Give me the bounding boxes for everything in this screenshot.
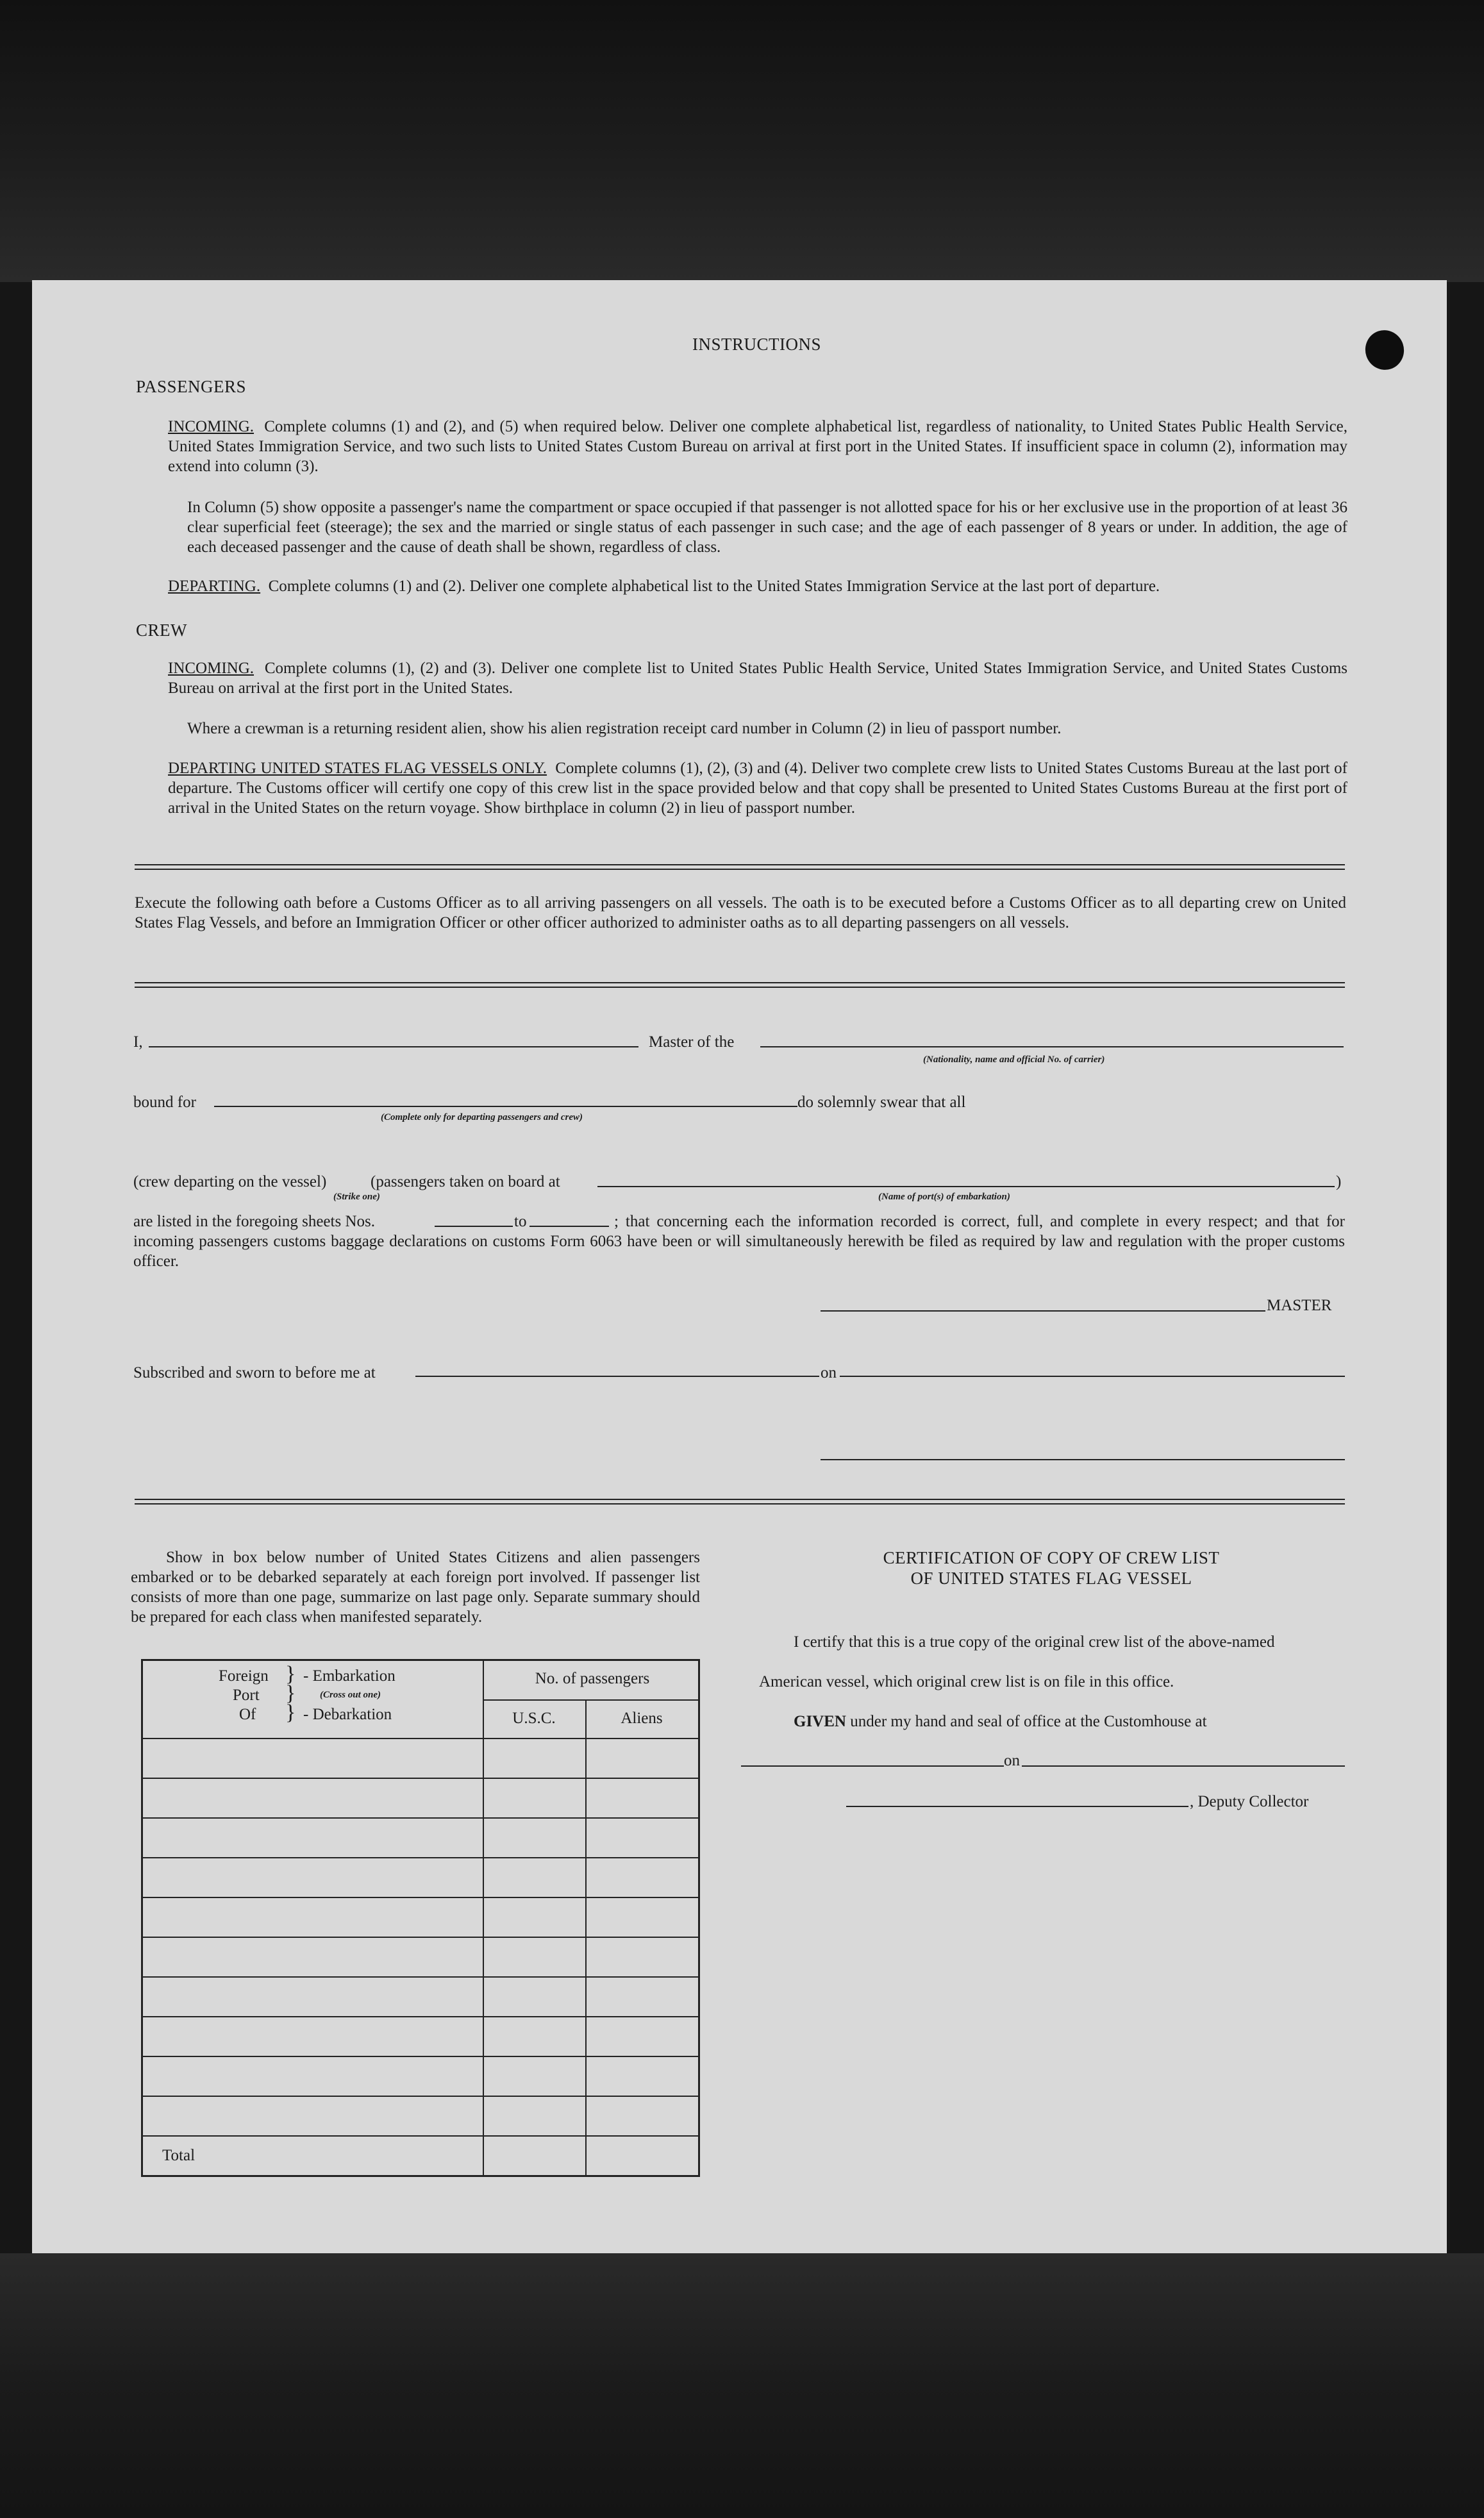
section-divider bbox=[135, 864, 1345, 870]
debarkation-label: - Debarkation bbox=[303, 1706, 392, 1723]
passengers-incoming-label: INCOMING. bbox=[168, 418, 254, 435]
bound-for-field[interactable] bbox=[214, 1106, 797, 1107]
officer-signature-field[interactable] bbox=[821, 1459, 1345, 1460]
bound-for-label: bound for bbox=[133, 1094, 196, 1111]
crew-incoming-text: Complete columns (1), (2) and (3). Deliver one complete list to United States Public Health Service, United States Immigration Service, and United States Customs Bureau on arrival at the first port in the United States. bbox=[168, 660, 1348, 697]
table-row-divider bbox=[143, 2016, 698, 2017]
certification-title-line2: OF UNITED STATES FLAG VESSEL bbox=[910, 1569, 1192, 1588]
scan-background-bottom bbox=[0, 2253, 1484, 2518]
passengers-departing-label: DEPARTING. bbox=[168, 578, 261, 595]
deputy-collector-label: , Deputy Collector bbox=[1190, 1793, 1309, 1810]
passengers-departing-paragraph bbox=[168, 576, 1347, 596]
foreign-label: Foreign bbox=[219, 1667, 269, 1685]
crew-departing-label: DEPARTING UNITED STATES FLAG VESSELS ONLY. bbox=[168, 760, 547, 777]
master-label: MASTER bbox=[1267, 1297, 1332, 1314]
given-bold: GIVEN bbox=[794, 1713, 846, 1730]
given-line bbox=[794, 1712, 1207, 1731]
on-label: on bbox=[821, 1364, 837, 1381]
crew-incoming-paragraph bbox=[168, 658, 1347, 698]
table-row-divider bbox=[143, 1778, 698, 1779]
of-label: Of bbox=[239, 1706, 256, 1723]
sworn-date-field[interactable] bbox=[840, 1376, 1345, 1377]
crew-departing-option: (crew departing on the vessel) bbox=[133, 1173, 327, 1190]
table-header-bottom bbox=[143, 1738, 698, 1739]
scan-background-top bbox=[0, 0, 1484, 282]
table-row-divider bbox=[143, 2096, 698, 2097]
total-label: Total bbox=[162, 2147, 196, 2164]
master-signature-field[interactable] bbox=[821, 1310, 1265, 1312]
table-row-divider bbox=[143, 1857, 698, 1858]
given-rest: under my hand and seal of office at the Customhouse at bbox=[850, 1713, 1207, 1730]
passenger-summary-table bbox=[141, 1659, 700, 2177]
embarkation-label: - Embarkation bbox=[303, 1667, 396, 1685]
usc-header: U.S.C. bbox=[512, 1710, 556, 1727]
passengers-incoming-text: Complete columns (1) and (2), and (5) when required below. Deliver one complete alphabetical list, regardless of nationality, to United States Public Health Service, United States Immigration Service, and two such lists to United States Custom Bureau on arrival at first port in the United States. If insufficient space in column (2), information may extend into column (3). bbox=[168, 418, 1348, 475]
table-header-divider bbox=[483, 1699, 698, 1701]
passengers-taken-option: (passengers taken on board at bbox=[371, 1173, 560, 1190]
brace-mid: } bbox=[285, 1681, 296, 1705]
port-caption: (Name of port(s) of embarkation) bbox=[878, 1192, 1010, 1202]
summary-instructions: Show in box below number of United States Citizens and alien passengers embarked or to be debarked separately at each foreign port involved. If passenger list consists of more than one page, summarize on last page only. Separate summary should be prepared for each class when manifested separately. bbox=[131, 1549, 700, 1626]
carrier-field[interactable] bbox=[760, 1046, 1344, 1047]
sworn-place-field[interactable] bbox=[415, 1376, 819, 1377]
cert-on-label: on bbox=[1004, 1752, 1020, 1769]
certify-text-1: I certify that this is a true copy of the original crew list of the above-named bbox=[794, 1633, 1275, 1651]
crew-incoming-label: INCOMING. bbox=[168, 660, 254, 677]
table-row-divider bbox=[143, 1897, 698, 1898]
i-label: I, bbox=[133, 1033, 143, 1051]
crew-departing-text: Complete columns (1), (2), (3) and (4). Deliver two complete crew lists to United States Customs Bureau at the last port of departure. The Customs officer will certify one copy of this crew list in the space provided below and that copy shall be presented to United States Customs Bureau at the first port of arrival in the United States on the return voyage. Show birthplace in column (2) in lieu of passport number. bbox=[168, 760, 1347, 817]
passengers-departing-text: Complete columns (1) and (2). Deliver one complete alphabetical list to the United States Immigration Service at the last port of departure. bbox=[268, 578, 1160, 595]
table-row-divider bbox=[143, 2056, 698, 2057]
master-of-label: Master of the bbox=[649, 1033, 735, 1051]
nationality-caption: (Nationality, name and official No. of carrier) bbox=[923, 1055, 1105, 1065]
crew-departing-paragraph bbox=[168, 758, 1347, 818]
strike-one-caption: (Strike one) bbox=[333, 1192, 380, 1202]
oath-intro: Execute the following oath before a Customs Officer as to all arriving passengers on all vessels. The oath is to be executed before a Customs Officer as to all departing crew on United States Flag Vessels, and before an Immigration Officer or other officer authorized to administer oaths as to all departing passengers on all vessels. bbox=[135, 894, 1346, 931]
listed-text-2: ; that concerning each the information recorded is correct, full, and complete in every respect; and that for incoming passengers customs baggage declarations on customs Form 6063 have been or will simultaneously herewith be filed as required by law and regulation with the proper customs officer. bbox=[133, 1213, 1345, 1270]
table-row-divider bbox=[143, 1937, 698, 1938]
section-divider bbox=[135, 982, 1345, 988]
table-row-divider bbox=[143, 1976, 698, 1978]
no-of-passengers-header: No. of passengers bbox=[535, 1670, 650, 1687]
master-name-field[interactable] bbox=[149, 1046, 638, 1047]
passengers-heading: PASSENGERS bbox=[136, 377, 247, 396]
aliens-header: Aliens bbox=[621, 1710, 663, 1727]
table-row-divider bbox=[143, 2135, 698, 2137]
column5-paragraph: In Column (5) show opposite a passenger's name the compartment or space occupied if that passenger is not allotted space for his or her exclusive use in the proportion of at least 36 clear superficial feet (steerage); the sex and the married or single status of each passenger in such case; and the age of each passenger of 8 years or under. In addition, the age of each deceased passenger and the cause of death shall be shown, regardless of class. bbox=[187, 499, 1347, 556]
close-paren: ) bbox=[1336, 1173, 1342, 1190]
brace-bottom: } bbox=[285, 1701, 296, 1724]
crew-heading: CREW bbox=[136, 621, 187, 640]
complete-only-caption: (Complete only for departing passengers and crew) bbox=[381, 1112, 583, 1122]
passengers-incoming-paragraph bbox=[168, 417, 1347, 476]
section-divider bbox=[135, 1499, 1345, 1505]
crewman-paragraph: Where a crewman is a returning resident alien, show his alien registration receipt card number in Column (2) in lieu of passport number. bbox=[187, 720, 1062, 737]
deputy-collector-signature-field[interactable] bbox=[846, 1806, 1188, 1807]
certification-title bbox=[744, 1547, 1359, 1588]
certify-text-2: American vessel, which original crew list is on file in this office. bbox=[759, 1673, 1174, 1690]
port-label: Port bbox=[233, 1687, 260, 1704]
brace-top: } bbox=[285, 1662, 296, 1686]
listed-to: to bbox=[514, 1213, 527, 1230]
embarkation-port-field[interactable] bbox=[597, 1186, 1335, 1187]
cert-date-field[interactable] bbox=[1022, 1765, 1345, 1767]
listed-text-1: are listed in the foregoing sheets Nos. bbox=[133, 1213, 375, 1230]
instructions-title: INSTRUCTIONS bbox=[692, 335, 822, 354]
cross-out-caption: (Cross out one) bbox=[320, 1690, 381, 1700]
certification-title-line1: CERTIFICATION OF COPY OF CREW LIST bbox=[883, 1548, 1220, 1567]
table-row-divider bbox=[143, 1817, 698, 1819]
customhouse-field[interactable] bbox=[741, 1765, 1004, 1767]
swear-label: do solemnly swear that all bbox=[797, 1094, 966, 1111]
subscribed-label: Subscribed and sworn to before me at bbox=[133, 1364, 376, 1381]
